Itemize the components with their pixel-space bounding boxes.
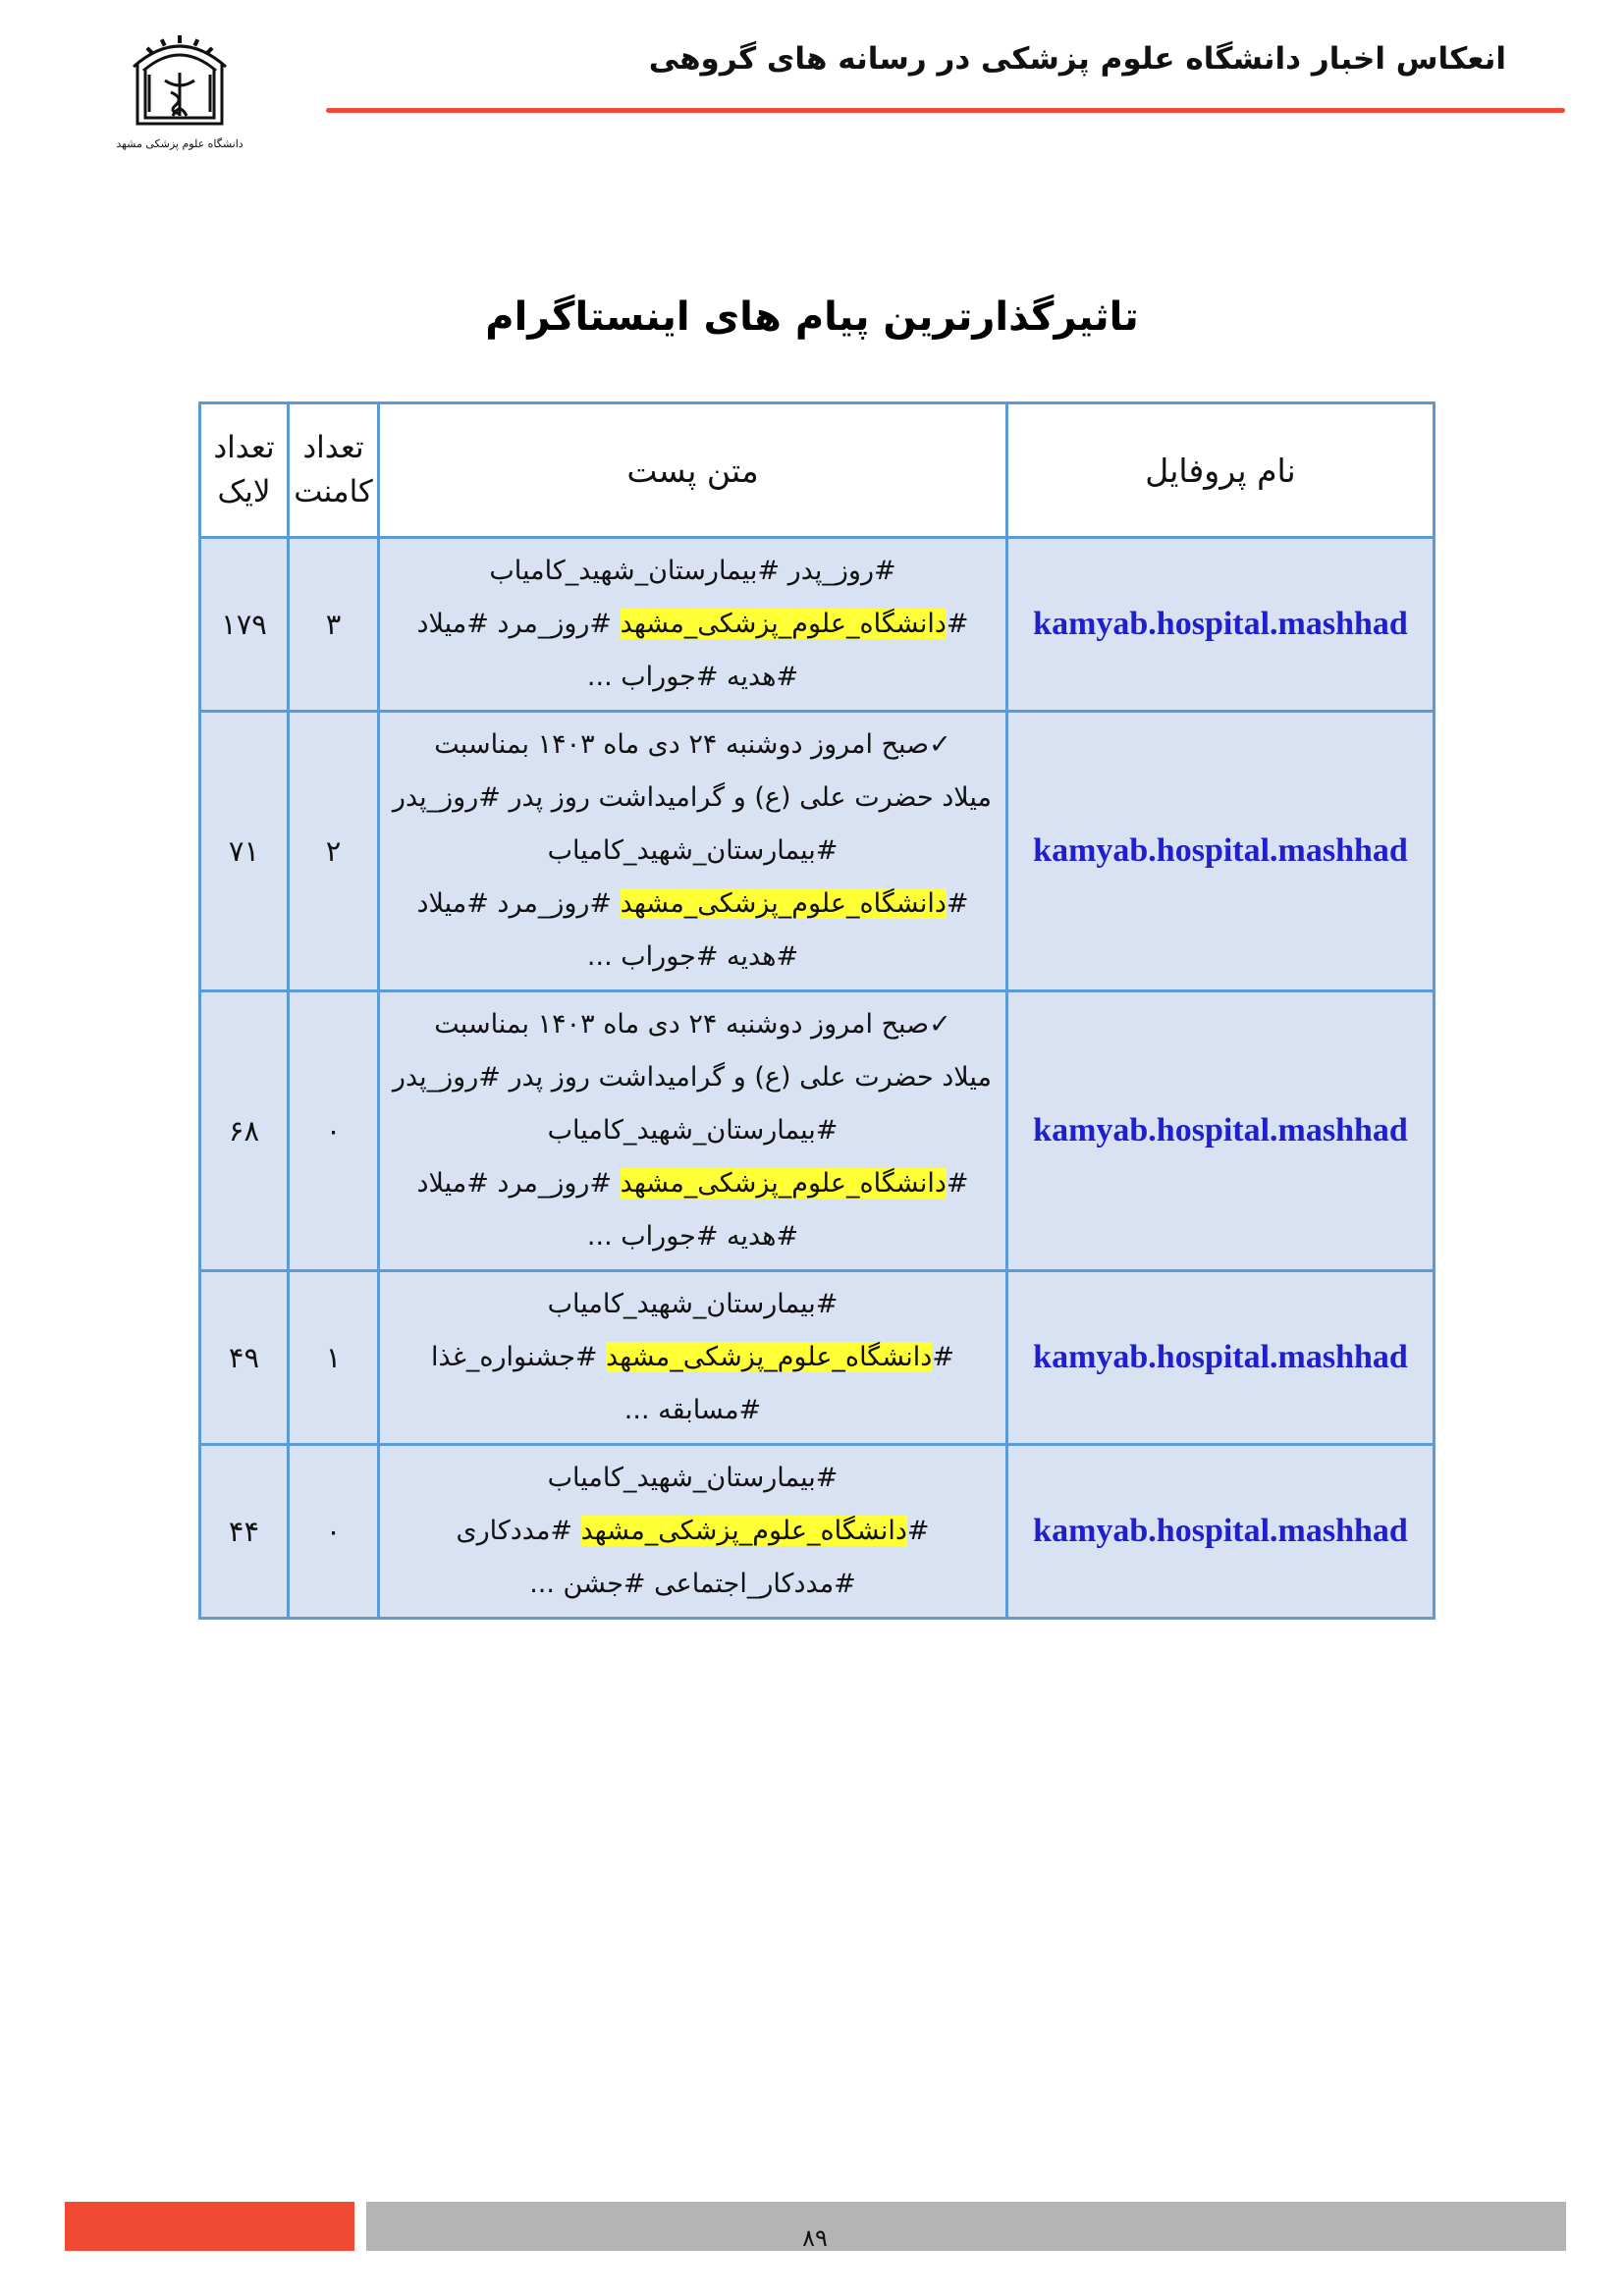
post-text-segment: #مسابقه ... [623, 1395, 762, 1425]
highlighted-hashtag: دانشگاه_علوم_پزشکی_مشهد [620, 888, 947, 919]
highlighted-hashtag: دانشگاه_علوم_پزشکی_مشهد [620, 1168, 947, 1199]
profile-cell [1007, 538, 1435, 712]
post-text [380, 713, 1005, 989]
post-text-cell [379, 991, 1007, 1271]
profile-cell [1007, 991, 1435, 1271]
profile-name-link[interactable]: kamyab.hospital.mashhad [1033, 1339, 1408, 1375]
post-text-cell [379, 538, 1007, 712]
post-text [380, 539, 1005, 710]
post-text-segment: # [946, 888, 969, 919]
post-text-line [394, 825, 992, 878]
post-text-line [394, 1157, 992, 1210]
comments-count: ۰ [289, 1445, 379, 1619]
post-text-line [394, 1452, 992, 1505]
highlighted-hashtag: دانشگاه_علوم_پزشکی_مشهد [620, 609, 947, 639]
post-text [380, 1446, 1005, 1617]
comments-count: ۰ [289, 991, 379, 1271]
post-text-segment: #مددکار_اجتماعی #جشن ... [529, 1569, 856, 1599]
comments-count: ۱ [289, 1271, 379, 1445]
profile-cell [1007, 712, 1435, 991]
post-text-line [394, 651, 992, 704]
profile-name-link[interactable]: kamyab.hospital.mashhad [1033, 606, 1408, 642]
header-post-text: متن پست [379, 403, 1007, 538]
header-comments [289, 403, 379, 538]
post-text-segment: #روز_مرد #میلاد [416, 888, 621, 919]
header-comments-line2: کامنت [294, 474, 373, 509]
post-text-line [394, 1558, 992, 1611]
post-text-segment: #هدیه #جوراب ... [586, 941, 799, 972]
table-row [200, 1271, 1435, 1445]
post-text-line [394, 931, 992, 984]
profile-cell [1007, 1445, 1435, 1619]
post-text-line [394, 1505, 992, 1558]
page-title: تاثیرگذارترین پیام های اینستاگرام [485, 294, 1139, 340]
post-text-segment: #بیمارستان_شهید_کامیاب [547, 835, 839, 866]
profile-cell [1007, 1271, 1435, 1445]
header-likes-line1: تعداد [213, 430, 275, 466]
table-row [200, 712, 1435, 991]
post-text-line [394, 1278, 992, 1331]
post-text-line [394, 1210, 992, 1263]
post-text-line [394, 772, 992, 825]
post-text-segment: # [946, 1168, 969, 1199]
post-text-segment: #بیمارستان_شهید_کامیاب [547, 1115, 839, 1146]
header-profile: نام پروفایل [1007, 403, 1435, 538]
table-row [200, 1445, 1435, 1619]
post-text-segment: # [946, 609, 969, 639]
post-text-line [394, 1331, 992, 1384]
profile-name-link[interactable]: kamyab.hospital.mashhad [1033, 1112, 1408, 1148]
post-text-cell [379, 712, 1007, 991]
post-text-segment: # [932, 1342, 954, 1372]
post-text-segment: میلاد حضرت علی (ع) و گرامیداشت روز پدر #روز_پدر [392, 782, 992, 813]
profile-name-link[interactable]: kamyab.hospital.mashhad [1033, 1513, 1408, 1549]
table-header-row [200, 403, 1435, 538]
post-text-segment: #روز_مرد #میلاد [416, 1168, 621, 1199]
post-text-segment: ✓صبح امروز دوشنبه ۲۴ دی ماه ۱۴۰۳ بمناسبت [434, 729, 951, 760]
post-text-segment: #بیمارستان_شهید_کامیاب [547, 1289, 839, 1319]
post-text-segment: #روز_مرد #میلاد [416, 609, 621, 639]
post-text [380, 1272, 1005, 1443]
likes-count: ۴۴ [200, 1445, 289, 1619]
header-title: انعکاس اخبار دانشگاه علوم پزشکی در رسانه های گروهی [648, 41, 1506, 77]
post-text-line [394, 998, 992, 1051]
post-text-segment: میلاد حضرت علی (ع) و گرامیداشت روز پدر #روز_پدر [392, 1062, 992, 1093]
instagram-posts-table [198, 401, 1435, 1620]
header-likes-line2: لایک [217, 474, 271, 509]
post-text-segment: ✓صبح امروز دوشنبه ۲۴ دی ماه ۱۴۰۳ بمناسبت [434, 1009, 951, 1040]
page-number: ۸۹ [802, 2224, 828, 2252]
post-text-segment: #بیمارستان_شهید_کامیاب [547, 1463, 839, 1493]
post-text-line [394, 878, 992, 931]
header-likes [200, 403, 289, 538]
post-text-cell [379, 1271, 1007, 1445]
logo-caption: دانشگاه علوم پزشکی مشهد [116, 137, 244, 150]
post-text-line [394, 545, 992, 598]
post-text-segment: # [906, 1516, 930, 1546]
post-text-line [394, 1051, 992, 1104]
highlighted-hashtag: دانشگاه_علوم_پزشکی_مشهد [606, 1342, 933, 1372]
comments-count: ۳ [289, 538, 379, 712]
likes-count: ۷۱ [200, 712, 289, 991]
likes-count: ۴۹ [200, 1271, 289, 1445]
post-text-line [394, 598, 992, 651]
post-text-line [394, 1104, 992, 1157]
post-text-segment: #روز_پدر #بیمارستان_شهید_کامیاب [489, 556, 896, 586]
post-text-segment: #مددکاری [456, 1516, 581, 1546]
post-text-segment: #هدیه #جوراب ... [586, 1221, 799, 1252]
likes-count: ۶۸ [200, 991, 289, 1271]
footer-accent-bar [65, 2202, 354, 2251]
post-text-segment: #جشنواره_غذا [431, 1342, 607, 1372]
likes-count: ۱۷۹ [200, 538, 289, 712]
header-divider [326, 108, 1565, 113]
post-text-line [394, 1384, 992, 1437]
post-text [380, 992, 1005, 1269]
header-comments-line1: تعداد [302, 430, 364, 466]
highlighted-hashtag: دانشگاه_علوم_پزشکی_مشهد [580, 1516, 907, 1546]
profile-name-link[interactable]: kamyab.hospital.mashhad [1033, 832, 1408, 869]
post-text-line [394, 719, 992, 772]
table-row [200, 991, 1435, 1271]
comments-count: ۲ [289, 712, 379, 991]
footer-bar [366, 2202, 1566, 2251]
post-text-cell [379, 1445, 1007, 1619]
table-row [200, 538, 1435, 712]
post-text-segment: #هدیه #جوراب ... [586, 662, 799, 692]
